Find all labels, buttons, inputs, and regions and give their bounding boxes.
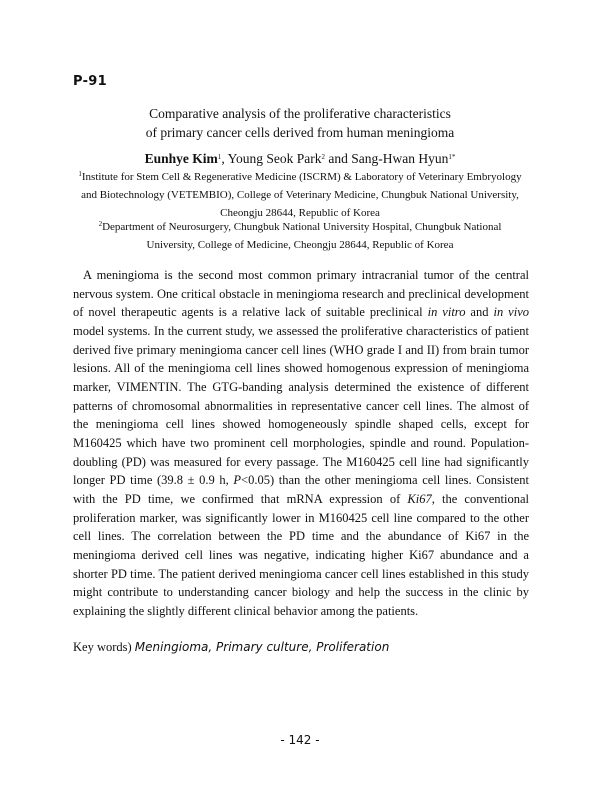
abstract-text: , the conventional proliferation marker, was significantly lower in M160425 cell line compared to the other cell lines. The correlation between the PD time and the abundance of Ki67 in the meningioma derived cell lines was negative, indicating higher Ki67 abundance and a shorter PD time. The patient derived meningioma cancer cell lines established in this study might contribute to understanding cancer biology and help the success in the clinic by explaining the slightly different clinical behavior among the patients. xyxy=(73,491,529,618)
abstract-text: and xyxy=(465,305,494,320)
affiliation-2 xyxy=(75,218,525,254)
abstract-text: <0.05) than the other meningioma cell lines. Consistent with the PD time, we confirmed that mRNA expression of xyxy=(73,473,529,506)
author-1-name: Eunhye Kim xyxy=(144,151,218,166)
abstract-body xyxy=(73,266,529,620)
author-3-affiliation-mark: 1* xyxy=(448,153,456,161)
author-2-affiliation-mark: 2 xyxy=(321,153,325,161)
author-1-affiliation-mark: 1 xyxy=(217,153,222,161)
paper-title xyxy=(0,104,600,142)
abstract-italic-term: P xyxy=(233,473,242,488)
keywords xyxy=(73,640,389,655)
author-separator: and xyxy=(324,151,352,166)
keywords-label: Key words) xyxy=(73,640,135,654)
keywords-values: Meningioma, Primary culture, Proliferation xyxy=(134,640,390,654)
affiliation-2-text: Department of Neurosurgery, Chungbuk National University Hospital, Chungbuk National University, College of Medicine, Cheongju 28644, Republic of Korea xyxy=(102,221,502,251)
abstract-italic-term: Ki67 xyxy=(407,491,432,506)
abstract-italic-term: in vivo xyxy=(493,305,529,320)
title-line-1: Comparative analysis of the proliferative characteristics xyxy=(149,106,451,121)
affiliation-1 xyxy=(75,168,525,222)
author-separator: , xyxy=(221,151,228,166)
affiliation-1-text: Institute for Stem Cell & Regenerative Medicine (ISCRM) & Laboratory of Veterinary Embryology and Biotechnology (VETEMBIO), College of Veterinary Medicine, Chungbuk National University, Cheongju 28644, Republic of Korea xyxy=(81,171,522,219)
affiliation-1-mark: 1 xyxy=(78,170,82,178)
abstract-text: model systems. In the current study, we assessed the proliferative characteristics of patient derived five primary meningioma cancer cell lines (WHO grade I and II) from brain tumor lesions. All of the meningioma cell lines showed homogenous expression of meningioma marker, VIMENTIN. The GTG-banding analysis determined the existence of different patterns of chromosomal abnormalities in representative cancer cell lines. The almost of the meningioma cell lines showed homogeneously spindle shaped cells, except for M160425 which have two prominent cell morphologies, spindle and round. Population-doubling (PD) was measured for every passage. The M160425 cell line had significantly longer PD time (39.8 ± 0.9 h, xyxy=(73,323,529,488)
title-line-2: of primary cancer cells derived from human meningioma xyxy=(145,125,455,140)
author-list xyxy=(0,150,600,168)
abstract-italic-term: in vitro xyxy=(427,305,466,320)
poster-code: P-91 xyxy=(73,74,107,89)
author-3-name: Sang-Hwan Hyun xyxy=(351,151,449,166)
abstract-text: A meningioma is the second most common primary intracranial tumor of the central nervous system. One critical obstacle in meningioma research and preclinical development of novel therapeutic agents is a relative lack of suitable preclinical xyxy=(73,268,529,320)
page-number: - 142 - xyxy=(280,733,320,747)
affiliation-2-mark: 2 xyxy=(98,220,103,228)
author-2-name: Young Seok Park xyxy=(227,151,322,166)
